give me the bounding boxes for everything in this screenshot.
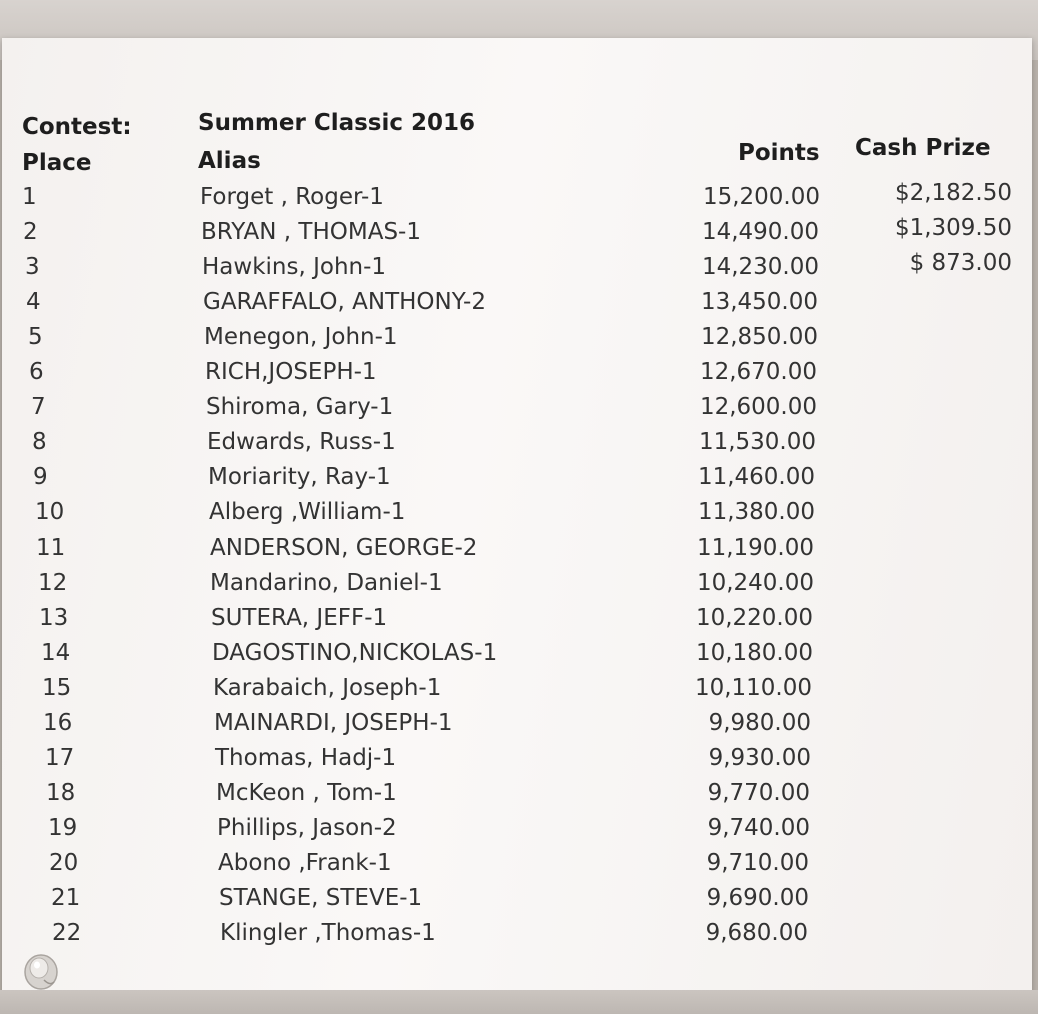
alias-cell: Klingler ,Thomas-1 (220, 920, 436, 946)
points-cell: 9,740.00 (707, 815, 810, 841)
alias-cell: BRYAN , THOMAS-1 (201, 219, 421, 245)
place-cell: 19 (48, 815, 78, 841)
alias-cell: ANDERSON, GEORGE-2 (210, 535, 478, 561)
alias-cell: Alberg ,William-1 (209, 499, 406, 525)
alias-cell: Karabaich, Joseph-1 (213, 675, 442, 701)
cash-prize-cell: $1,309.50 (894, 215, 1012, 241)
place-cell: 9 (33, 464, 48, 490)
place-cell: 10 (35, 499, 65, 525)
place-cell: 3 (25, 254, 40, 280)
points-cell: 10,240.00 (696, 570, 814, 596)
place-cell: 22 (52, 920, 82, 946)
alias-cell: GARAFFALO, ANTHONY-2 (203, 289, 486, 315)
place-cell: 1 (22, 184, 37, 210)
points-cell: 11,460.00 (697, 464, 815, 490)
alias-cell: Abono ,Frank-1 (218, 850, 392, 876)
place-cell: 20 (49, 850, 79, 876)
place-cell: 12 (38, 570, 68, 596)
points-cell: 11,380.00 (697, 499, 815, 525)
alias-cell: Edwards, Russ-1 (207, 429, 396, 455)
alias-cell: Forget , Roger-1 (200, 184, 384, 210)
place-cell: 5 (28, 324, 43, 350)
alias-cell: Hawkins, John-1 (202, 254, 387, 280)
place-cell: 8 (32, 429, 47, 455)
points-cell: 12,600.00 (699, 394, 817, 420)
alias-cell: McKeon , Tom-1 (216, 780, 397, 806)
alias-header: Alias (198, 148, 261, 174)
points-cell: 10,110.00 (694, 675, 812, 701)
place-header: Place (22, 150, 92, 176)
points-cell: 12,670.00 (699, 359, 817, 385)
pushpin-icon (22, 948, 60, 992)
cash-prize-cell: $2,182.50 (894, 180, 1012, 206)
points-cell: 12,850.00 (700, 324, 818, 350)
place-cell: 7 (31, 394, 46, 420)
points-cell: 11,190.00 (696, 535, 814, 561)
alias-cell: Phillips, Jason-2 (217, 815, 397, 841)
contest-name: Summer Classic 2016 (198, 110, 476, 136)
points-cell: 10,220.00 (695, 605, 813, 631)
place-cell: 4 (26, 289, 41, 315)
cash-prize-cell: $ 873.00 (909, 250, 1012, 276)
place-cell: 18 (46, 780, 76, 806)
points-cell: 9,980.00 (708, 710, 811, 736)
place-cell: 13 (39, 605, 69, 631)
alias-cell: Thomas, Hadj-1 (215, 745, 397, 771)
points-cell: 15,200.00 (702, 184, 820, 210)
contest-label: Contest: (22, 114, 132, 140)
place-cell: 16 (43, 710, 73, 736)
place-cell: 6 (29, 359, 44, 385)
alias-cell: MAINARDI, JOSEPH-1 (214, 710, 453, 736)
alias-cell: Mandarino, Daniel-1 (210, 570, 443, 596)
place-cell: 21 (51, 885, 81, 911)
place-cell: 14 (41, 640, 71, 666)
alias-cell: DAGOSTINO,NICKOLAS-1 (212, 640, 498, 666)
points-header: Points (738, 140, 820, 166)
points-cell: 9,710.00 (706, 850, 809, 876)
points-cell: 14,230.00 (701, 254, 819, 280)
points-cell: 13,450.00 (700, 289, 818, 315)
alias-cell: STANGE, STEVE-1 (219, 885, 423, 911)
cash-prize-header: Cash Prize (855, 135, 991, 161)
points-cell: 11,530.00 (698, 429, 816, 455)
place-cell: 17 (45, 745, 75, 771)
place-cell: 2 (23, 219, 38, 245)
place-cell: 15 (42, 675, 72, 701)
points-cell: 9,770.00 (707, 780, 810, 806)
points-cell: 9,680.00 (705, 920, 808, 946)
alias-cell: RICH,JOSEPH-1 (205, 359, 377, 385)
alias-cell: Menegon, John-1 (204, 324, 398, 350)
points-cell: 9,690.00 (706, 885, 809, 911)
alias-cell: Shiroma, Gary-1 (206, 394, 394, 420)
points-cell: 10,180.00 (695, 640, 813, 666)
place-cell: 11 (36, 535, 66, 561)
points-cell: 14,490.00 (701, 219, 819, 245)
points-cell: 9,930.00 (708, 745, 811, 771)
alias-cell: SUTERA, JEFF-1 (211, 605, 388, 631)
alias-cell: Moriarity, Ray-1 (208, 464, 391, 490)
